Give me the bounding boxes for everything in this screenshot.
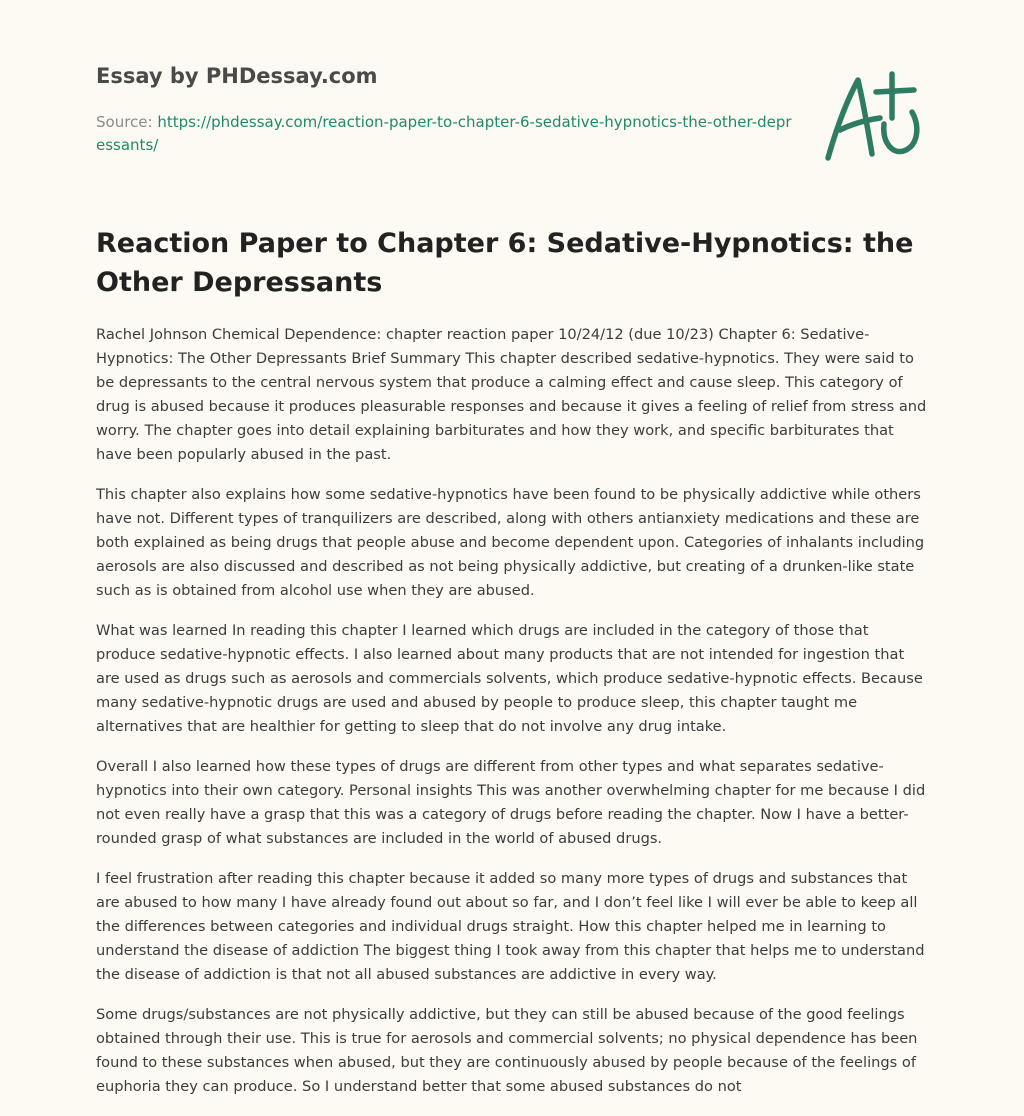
a-plus-logo-icon — [822, 68, 930, 168]
article-paragraph: Rachel Johnson Chemical Dependence: chapter reaction paper 10/24/12 (due 10/23) Chapter 6: Sedative-Hypnotics: The Other Depressants Brief Summary This chapter described sedative-hypnotics. They were said to be depressants to the central nervous system that produce a calming effect and cause sleep. This category of drug is abused because it produces pleasurable responses and because it gives a feeling of relief from stress and worry. The chapter goes into detail explaining barbiturates and how they work, and specific barbiturates that have been popularly abused in the past. — [96, 326, 927, 463]
article-paragraph: I feel frustration after reading this chapter because it added so many more types of drugs and substances that are abused to how many I have already found out about so far, and I don’t feel like I will ever be able to keep all the differences between categories and individual drugs straight. How this chapter helped me in learning to understand the disease of addiction The biggest thing I took away from this chapter that helps me to understand the disease of addiction is that not all abused substances are addictive in every way. — [96, 870, 925, 983]
source-line — [96, 111, 796, 157]
source-link[interactable]: https://phdessay.com/reaction-paper-to-chapter-6-sedative-hypnotics-the-other-depressants/ — [96, 113, 792, 154]
article-body — [96, 323, 932, 1115]
article-paragraph: Some drugs/substances are not physically addictive, but they can still be abused because of the good feelings obtained through their use. This is true for aerosols and commercial solvents; no physical dependence has been found to these substances when abused, but they are continuously abused by people because of the feelings of euphoria they can produce. So I understand better that some abused substances do not — [96, 1006, 918, 1095]
source-label: Source: — [96, 113, 153, 131]
site-brand: Essay by PHDessay.com — [96, 64, 378, 88]
article-paragraph: What was learned In reading this chapter I learned which drugs are included in the category of those that produce sedative-hypnotic effects. I also learned about many products that are not intended for ingestion that are used as drugs such as aerosols and commercials solvents, which produce sedative-hypnotic effects. Because many sedative-hypnotic drugs are used and abused by people to produce sleep, this chapter taught me alternatives that are healthier for getting to sleep that do not involve any drug intake. — [96, 622, 923, 735]
article-paragraph: This chapter also explains how some sedative-hypnotics have been found to be physically addictive while others have not. Different types of tranquilizers are described, along with others antianxiety medications and these are both explained as being drugs that people abuse and become dependent upon. Categories of inhalants including aerosols are also discussed and described as not being physically addictive, but creating of a drunken-like state such as is obtained from alcohol use when they are abused. — [96, 486, 925, 599]
article-title: Reaction Paper to Chapter 6: Sedative-Hypnotics: the Other Depressants — [96, 228, 914, 298]
article-paragraph: Overall I also learned how these types of drugs are different from other types and what separates sedative-hypnotics into their own category. Personal insights This was another overwhelming chapter for me because I did not even really have a grasp that this was a category of drugs before reading the chapter. Now I have a better-rounded grasp of what substances are included in the world of abused drugs. — [96, 758, 926, 847]
